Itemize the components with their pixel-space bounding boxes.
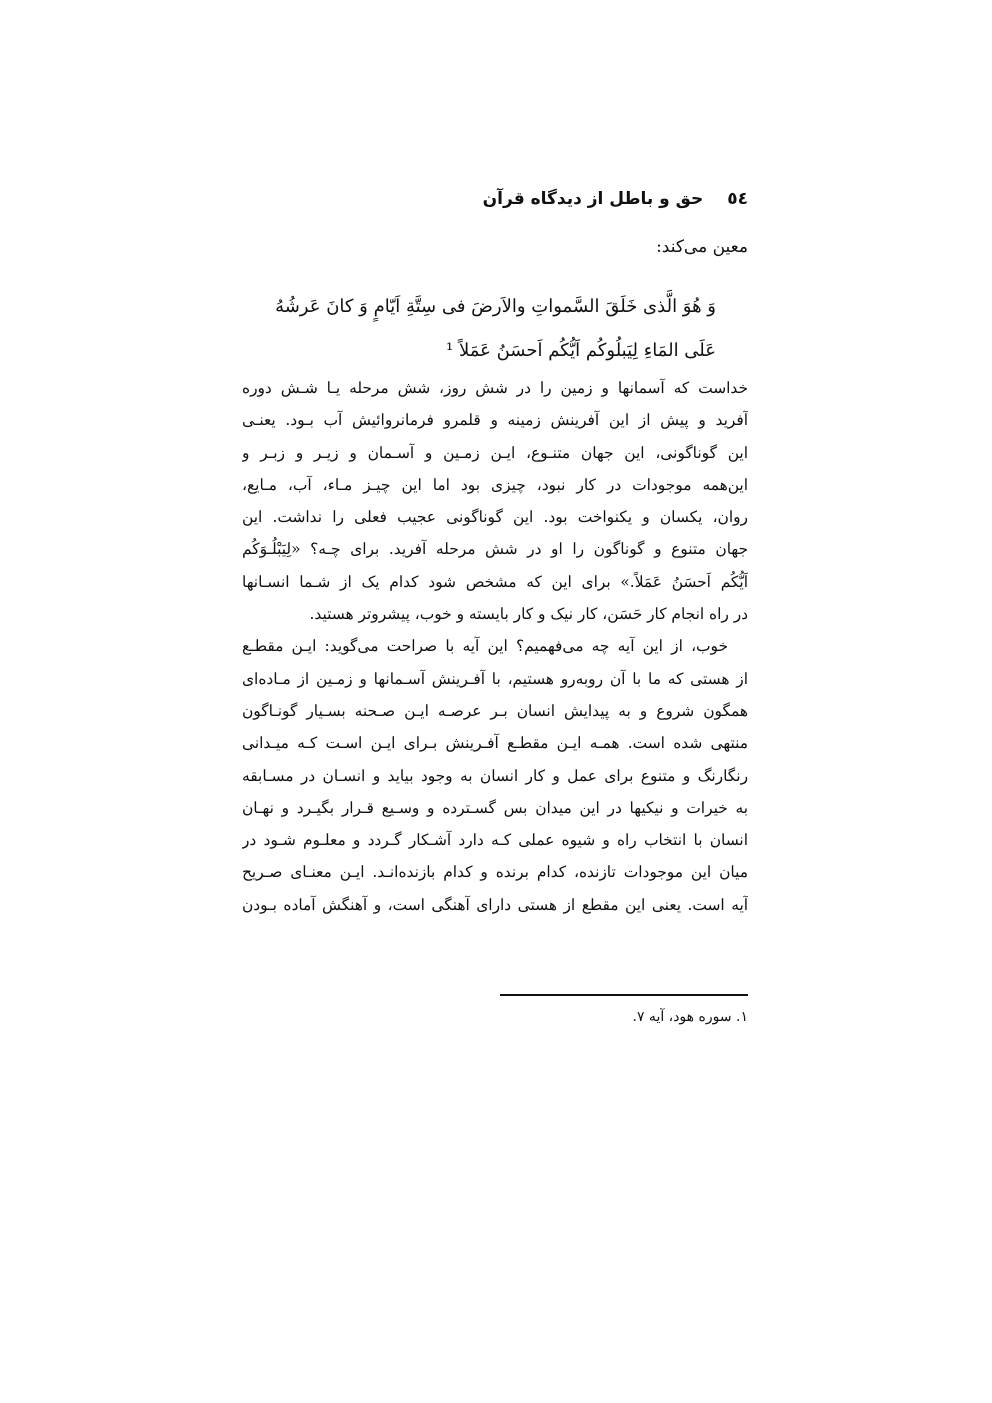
verse-line: وَ هُوَ الَّذی خَلَقَ السَّمواتِ والاَرضَ فی سِتَّةِ اَیّامٍ وَ کانَ عَرشُهُ <box>275 296 716 317</box>
paragraph-line: به خیرات و نیکیها در این میدان بس گسـترده و وسـیع قـرار بگیـرد و نهـان <box>242 798 748 817</box>
paragraph-line: میان این موجودات تازنده، کدام برنده و کدام بازنده‌انـد. ایـن معنـای صـریح <box>242 863 748 882</box>
paragraph-line: رنگارنگ و متنوع برای عمل و کار انسان به وجود بیاید و انسـان در مسـابقه <box>242 766 748 785</box>
paragraph-line: خوب، از این آیه چه می‌فهمیم؟ این آیه با صراحت می‌گوید: ایـن مقطـع <box>242 637 728 656</box>
paragraph-line: این‌همه موجودات در کار نبود، چیزی بود اما این چیـز مـاء، آب، مـایع، <box>242 475 748 494</box>
running-header <box>428 189 748 209</box>
footnote: ۱. سوره هود، آیه ۷. <box>632 1009 748 1025</box>
body-text <box>242 372 748 921</box>
lead-in-text: معین می‌کند: <box>656 237 748 257</box>
running-title: حق و باطل از دیدگاه قرآن <box>482 189 704 209</box>
paragraph-line: آیه است. یعنی این مقطع از هستی دارای آهنگی است، و آهنگش آماده بـودن <box>242 895 748 914</box>
paragraph-line: آفرید و پیش از این آفرینش زمینه و قلمرو فرمانروائیش آب بـود. یعنـی <box>242 411 748 430</box>
paragraph-line: در راه انجام کار حَسَن، کار نیک و کار بایسته و خوب، پیشروتر هستید. <box>309 605 748 624</box>
paragraph-line: این گوناگونی، این جهان متنـوع، ایـن زمـین و آسـمان و زیـر و زبـر و <box>242 443 748 462</box>
paragraph-line: انسان با انتخاب راه و شیوه عملی کـه دارد آشـکار گـردد و معلـوم شـود در <box>242 831 748 850</box>
quran-verse <box>236 285 716 373</box>
paragraph-line: اَیُّکُم اَحسَنُ عَمَلاً.» برای این که مشخص شود کدام یک از شـما انسـانها <box>242 572 748 591</box>
paragraph-line: منتهی شده است. همـه ایـن مقطـع آفـرینش بـرای ایـن اسـت کـه میـدانی <box>242 734 748 753</box>
paragraph-line: روان، یکسان و یکنواخت بود. این گوناگونی عجیب فعلی را نداشت. این <box>242 508 748 527</box>
verse-line: عَلَی المَاءِ لِیَبلُوکُم اَیُّکُم اَحسَنُ عَمَلاً ¹ <box>446 340 716 361</box>
paragraph-line: جهان متنوع و گوناگون را او در شش مرحله آفرید. برای چـه؟ «لِیَبْلُـوَکُم <box>242 540 748 559</box>
paragraph-line: همگون شروع و به پیدایش انسان بـر عرصـه ایـن صـحنه بسـیار گونـاگون <box>242 701 748 720</box>
footnote-divider <box>500 994 748 996</box>
paragraph-line: خداست که آسمانها و زمین را در شش روز، شش مرحله یـا شـش دوره <box>242 379 748 397</box>
page-number: ٥٤ <box>727 189 748 209</box>
paragraph-line: از هستی که ما با آن روبه‌رو هستیم، با آفـرینش آسـمانها و زمـین از مـاده‌ای <box>242 669 748 688</box>
